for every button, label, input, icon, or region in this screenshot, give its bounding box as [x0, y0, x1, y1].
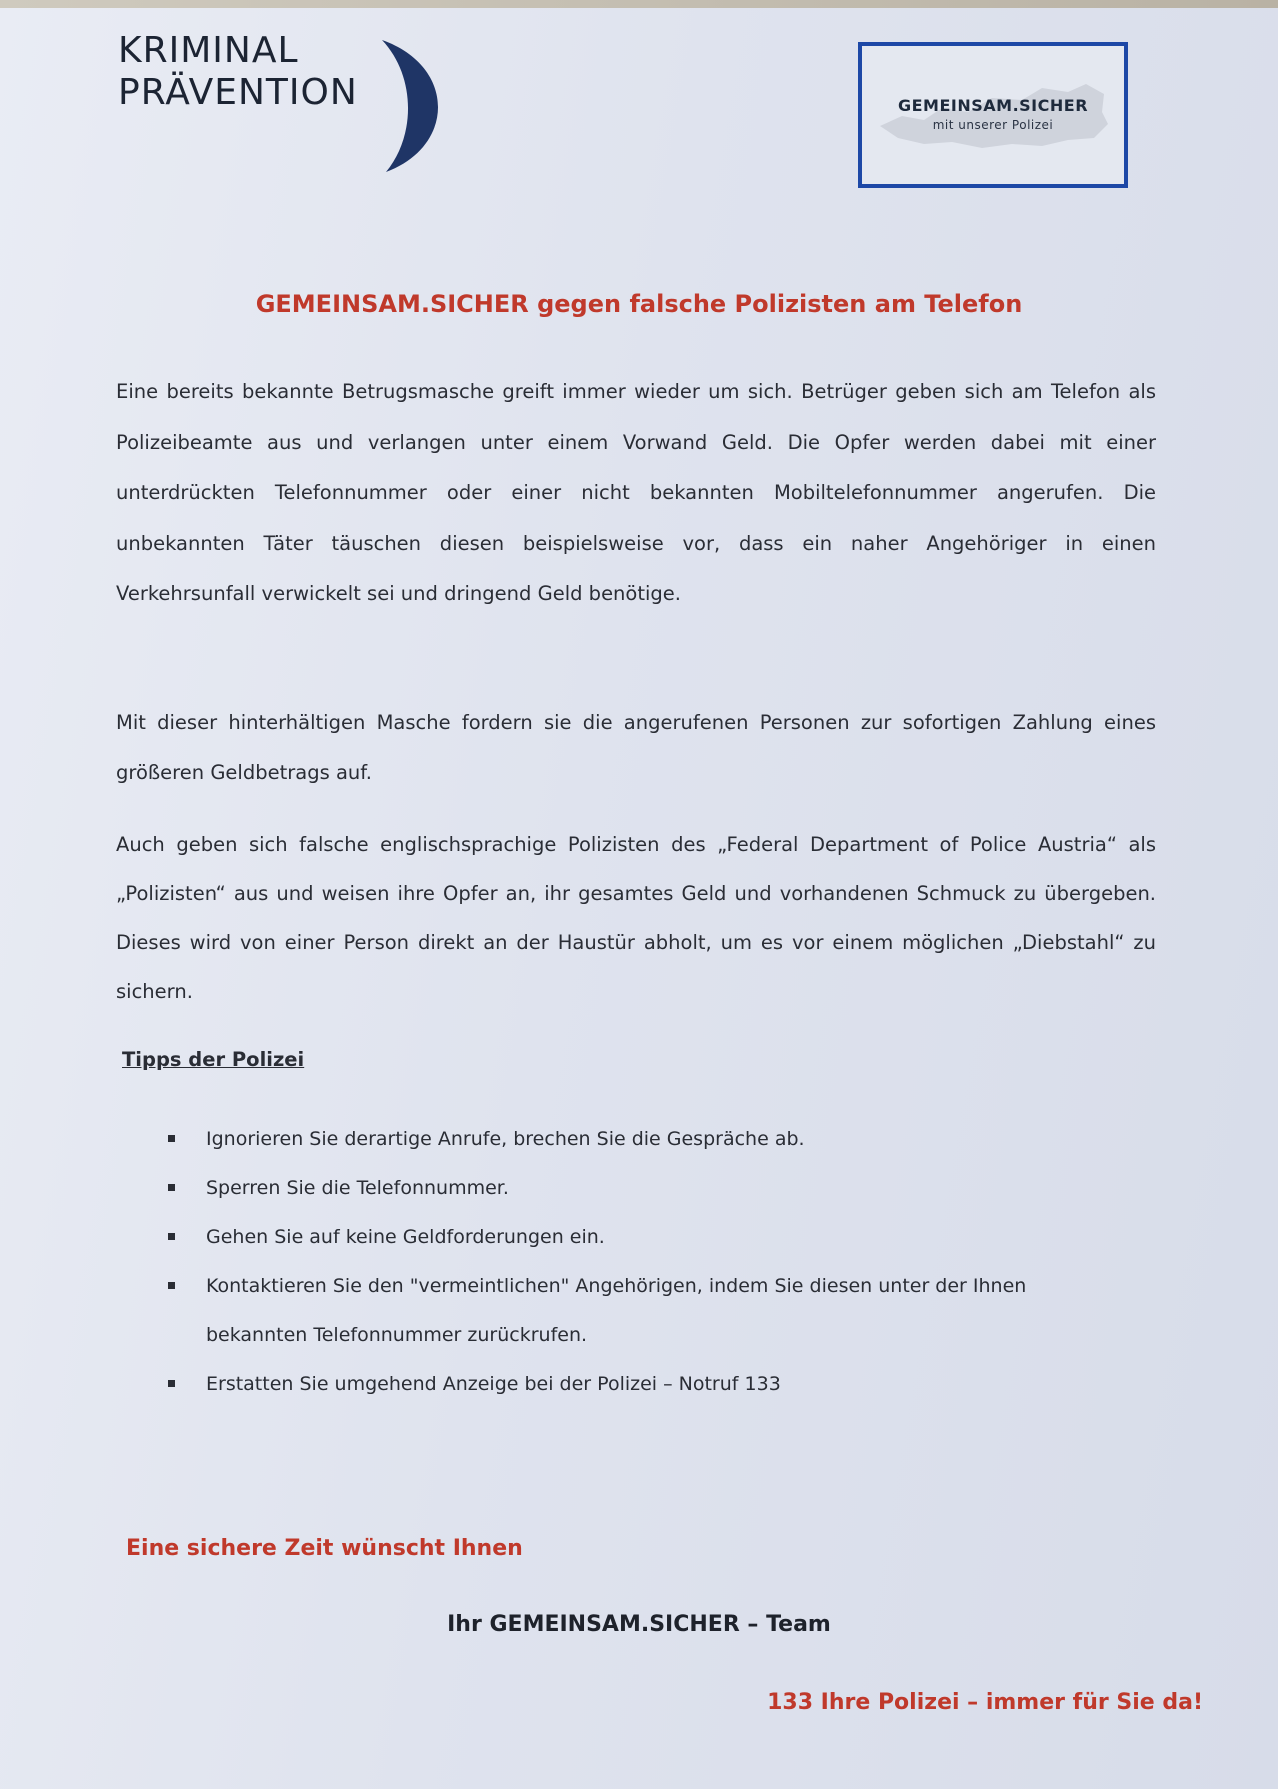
page-edge — [0, 0, 1278, 8]
closing-line: Eine sichere Zeit wünscht Ihnen — [126, 1536, 523, 1561]
document-title: GEMEINSAM.SICHER gegen falsche Polizisten am Telefon — [255, 290, 1023, 318]
tip-text: Ignorieren Sie derartige Anrufe, brechen Sie die Gespräche ab. — [206, 1128, 805, 1150]
paragraph-intro: Eine bereits bekannte Betrugsmasche greift immer wieder um sich. Betrüger geben sich am Telefon als Polizeibeamte aus und verlangen unter einem Vorwand Geld. Die Opfer werden dabei mit einer unterdrückten Telefonnummer oder einer nicht bekannten Mobiltelefonnummer angerufen. Die unbekannten Täter täuschen diesen beispielsweise vor, dass ein naher Angehöriger in einen Verkehrsunfall verwickelt sei und dringend Geld benötige. — [116, 380, 1156, 605]
list-item — [168, 1164, 1128, 1213]
logo-line-1: KRIMINAL — [118, 30, 299, 71]
gs-logo-title: GEMEINSAM.SICHER — [897, 96, 1089, 115]
list-item — [168, 1360, 1128, 1409]
tips-list — [168, 1115, 1128, 1409]
police-slogan: 133 Ihre Polizei – immer für Sie da! — [767, 1690, 1203, 1715]
list-item — [168, 1213, 1128, 1262]
bullet-icon — [168, 1184, 175, 1191]
tips-heading: Tipps der Polizei — [122, 1048, 305, 1071]
gemeinsam-sicher-logo — [858, 42, 1128, 188]
gs-logo-subtitle: mit unserer Polizei — [932, 118, 1054, 132]
bullet-icon — [168, 1233, 175, 1240]
tip-text: Erstatten Sie umgehend Anzeige bei der Polizei – Notruf 133 — [206, 1373, 781, 1395]
tip-text: Sperren Sie die Telefonnummer. — [206, 1177, 509, 1199]
bullet-icon — [168, 1380, 175, 1387]
signature-line: Ihr GEMEINSAM.SICHER – Team — [447, 1612, 831, 1637]
paragraph-payment: Mit dieser hinterhältigen Masche fordern sie die angerufenen Personen zur sofortigen Zahlung eines größeren Geldbetrags auf. — [116, 711, 1156, 784]
logo-line-2: PRÄVENTION — [118, 72, 358, 113]
list-item — [168, 1115, 1128, 1164]
tip-text: Kontaktieren Sie den "vermeintlichen" Angehörigen, indem Sie diesen unter der Ihnen bekannten Telefonnummer zurückrufen. — [206, 1275, 1027, 1346]
kriminalpraevention-logo — [118, 30, 448, 180]
paragraph-fake-police: Auch geben sich falsche englischsprachige Polizisten des „Federal Department of Police Austria“ als „Polizisten“ aus und weisen ihre Opfer an, ihr gesamtes Geld und vorhandenen Schmuck zu übergeben. Dieses wird von einer Person direkt an der Haustür abholt, um es vor einem möglichen „Diebstahl“ zu sichern. — [116, 833, 1156, 1003]
list-item — [168, 1262, 1128, 1360]
bullet-icon — [168, 1135, 175, 1142]
bullet-icon — [168, 1282, 175, 1289]
crescent-icon — [376, 36, 446, 176]
tip-text: Gehen Sie auf keine Geldforderungen ein. — [206, 1226, 605, 1248]
